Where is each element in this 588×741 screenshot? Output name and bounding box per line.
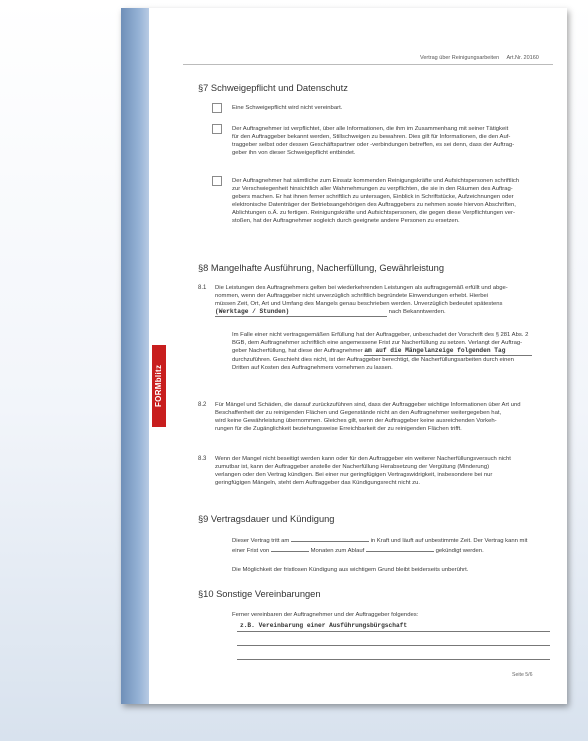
text-fragment: nach Bekanntwerden. [388,309,446,316]
text-line: zumutbar ist, kann der Auftraggeber anstelle der Nacherfüllung Herabsetzung der Vergütung (Minderung) [215,464,490,471]
text-line: Ablichtungen o.Ä. zu fertigen. Reinigungskräfte und Aufsichtspersonen, die gegen diese Verpflichtungen ver- [232,210,515,217]
notice-months-field[interactable] [271,551,309,552]
text-line: Für Mängel und Schäden, die darauf zurückzuführen sind, dass der Auftraggeber wichtige Informationen über Art und [215,402,521,408]
text-line: zur Verschwiegenheit hinsichtlich aller Wahrnehmungen zu verpflichten, die sie in den Räumen des Auftrag- [232,186,513,193]
text-line: für den Auftraggeber bekannt werden, Stillschweigen zu bewahren. Dies gilt für Informationen, die den Auf- [232,134,511,141]
clause-8-2-text [215,401,552,433]
text-line: nommen, wenn der Auftraggeber nicht unverzüglich schriftlich begründete Einwendungen erhebt. Hierbei [215,293,489,300]
brand-logo: FORMblitz [152,345,166,427]
text-line: BGB, dem Auftragnehmer schriftlich eine angemessene Frist zur Nacherfüllung zu setzen. Verlangt der Auftrag- [232,340,523,347]
text-fragment: in Kraft und läuft auf unbestimmte Zeit. Der Vertrag kann mit [370,538,528,544]
header-article-number: Art.Nr. 20160 [506,55,539,61]
termination-period-field[interactable] [366,551,434,552]
header-divider [183,64,553,65]
fill-line[interactable] [237,631,550,632]
section-9-line-2 [232,547,552,555]
text-line: stoßen, hat der Auftragnehmer sogleich durch geeignete andere Personen zu ersetzen. [232,218,460,225]
page-number: Seite 5/6 [512,672,533,678]
fill-line[interactable] [237,645,550,646]
clause-number-8-2: 8.2 [198,402,207,408]
section-9-line-1 [232,537,552,545]
section-9-line-3: Die Möglichkeit der fristlosen Kündigung aus wichtigem Grund bleibt beiderseits unberührt. [232,567,469,573]
text-line: müssen Zeit, Ort, Art und Umfang des Mangels genau beschrieben werden. Unverzüglich bedeutet spätestens [215,301,503,308]
section-10-heading: §10 Sonstige Vereinbarungen [198,589,321,599]
checkbox-contractor-confidentiality[interactable] [212,124,222,134]
text-line: gebers machen. Er hat ihnen ferner schriftlich zu untersagen, Einblick in Schriftstücke, Aufzeichnungen oder [232,194,514,201]
clause-number-8-3: 8.3 [198,456,207,462]
text-line [232,347,552,356]
clause-number-8-1: 8.1 [198,285,207,291]
text-fragment: gekündigt werden. [435,548,484,554]
section-10-intro: Ferner vereinbaren der Auftragnehmer und der Auftraggeber folgendes: [232,612,419,618]
start-date-field[interactable] [291,541,369,542]
text-line: Dritten auf Kosten des Auftragnehmers vornehmen zu lassen. [232,365,393,372]
option-staff-confidentiality [232,177,552,226]
text-line: durchzuführen. Geschieht dies nicht, ist der Auftraggeber berechtigt, die Nacherfüllungsarbeiten durch einen [232,357,514,364]
text-line: elektronische Datenträger der Betriebsangehörigen des Auftraggebers zu nehmen sowie hiervon Abschriften, [232,202,516,209]
text-line: verlangen oder den Vertrag kündigen. Bei einer nur geringfügigen Vertragswidrigkeit, insbesondere bei nur [215,472,493,479]
section-9-heading: §9 Vertragsdauer und Kündigung [198,514,335,524]
text-line: traggeber selbst oder dessen Geschäftspartner oder -verbindungen betreffen, es sei denn, dass der Auftrag- [232,142,515,149]
clause-8-3-text [215,455,552,487]
text-line [215,308,552,317]
text-line: geringfügigen Mängeln, steht dem Auftraggeber das Kündigungsrecht nicht zu. [215,480,420,487]
checkbox-no-confidentiality[interactable] [212,103,222,113]
section-7-heading: §7 Schweigepflicht und Datenschutz [198,83,348,93]
section-8-heading: §8 Mangelhafte Ausführung, Nacherfüllung, Gewährleistung [198,263,445,273]
option-contractor-confidentiality [232,125,552,157]
text-line: Die Leistungen des Auftragnehmers gelten bei wiederkehrenden Leistungen als auftragsgemäß erfüllt und abge- [215,285,508,291]
deadline-field[interactable]: (Werktage / Stunden) [215,308,387,317]
fill-line[interactable] [237,659,550,660]
text-fragment: geber Nacherfüllung, hat diese der Auftragnehmer [232,348,363,355]
text-line: Beschaffenheit der zu reinigenden Flächen und Gegenstände nicht an den Auftragnehmer weitergegeben hat, [215,410,502,417]
other-agreements-field[interactable]: z.B. Vereinbarung einer Ausführungsbürgschaft [240,622,408,629]
document-header [420,55,545,61]
text-line: wird keine Gewährleistung übernommen. Gleiches gilt, wenn der Auftraggeber keine ausreichenden Vorkeh- [215,418,497,425]
text-line: Wenn der Mangel nicht beseitigt werden kann oder für den Auftraggeber ein weiterer Nacherfüllungsversuch nicht [215,456,511,462]
checkbox-staff-confidentiality[interactable] [212,176,222,186]
page-side-bar [121,8,149,704]
text-fragment: Dieser Vertrag tritt am [232,538,290,544]
text-line: rungen für die Zugänglichkeit beziehungsweise Erreichbarkeit der zu reinigenden Flächen trifft. [215,426,462,433]
text-line: Im Falle einer nicht vertragsgemäßen Erfüllung hat der Auftraggeber, unbeschadet der Vorschrift des § 281 Abs. 2 [232,332,529,338]
rectification-day-field[interactable]: am auf die Mängelanzeige folgenden Tag [364,347,532,356]
clause-8-1-paragraph-2 [232,331,552,372]
text-line: Der Auftragnehmer ist verpflichtet, über alle Informationen, die ihm im Zusammenhang mit seiner Tätigkeit [232,126,509,132]
text-line: geber ihn von dieser Schweigepflicht entbindet. [232,150,356,157]
text-line: Der Auftragnehmer hat sämtliche zum Einsatz kommenden Reinigungskräfte und Aufsichtspersonen schriftlich [232,178,520,184]
clause-8-1-text [215,284,552,317]
option-no-confidentiality: Eine Schweigepflicht wird nicht vereinbart. [232,105,343,111]
text-fragment: einer Frist von [232,548,270,554]
header-title: Vertrag über Reinigungsarbeiten [420,55,500,61]
text-fragment: Monaten zum Ablauf [310,548,365,554]
